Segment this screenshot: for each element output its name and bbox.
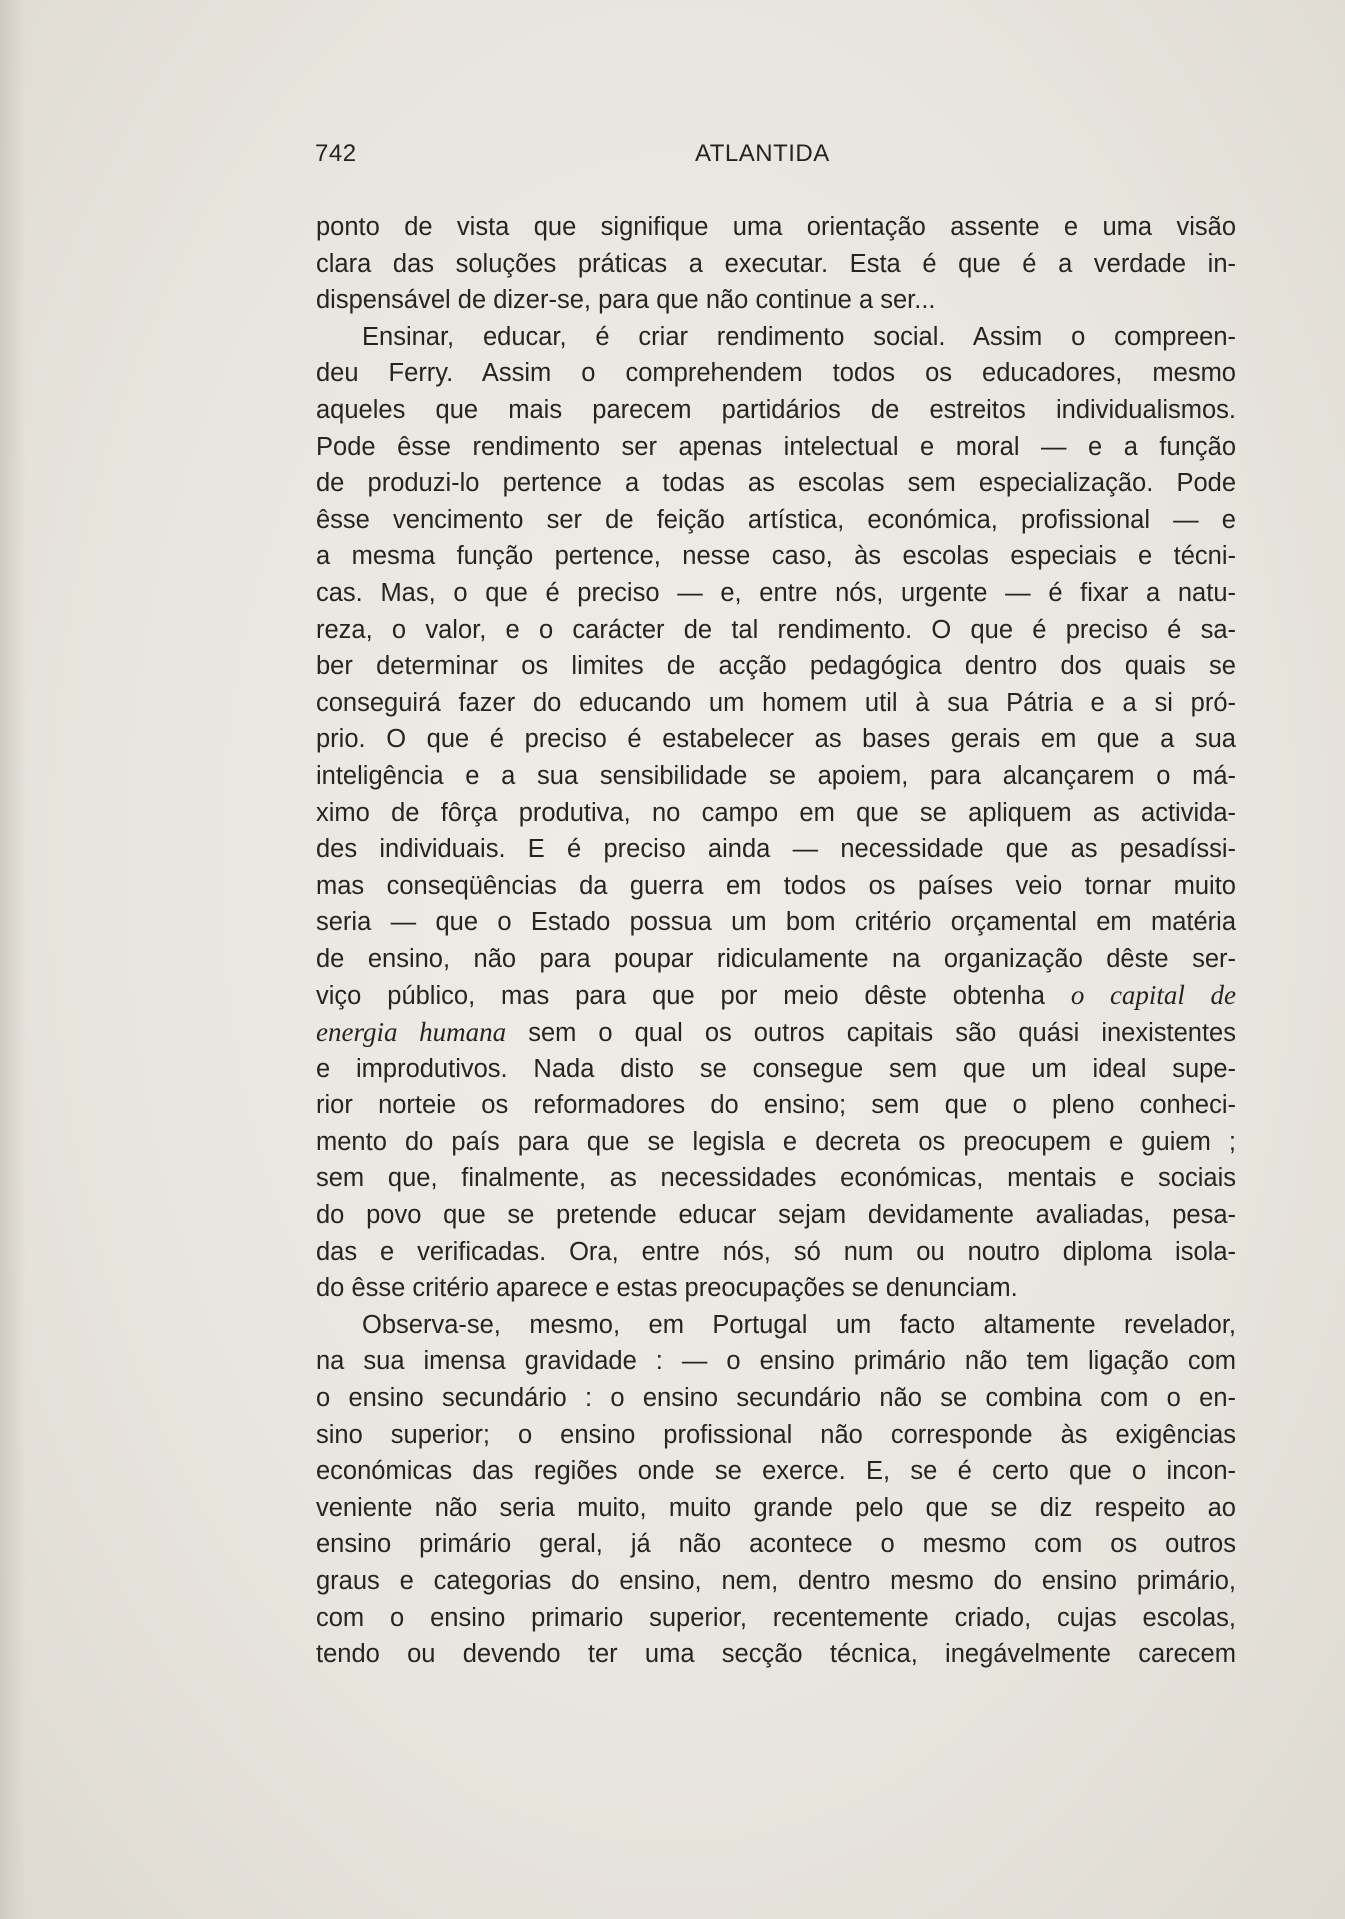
text-line: na sua imensa gravidade : — o ensino primário não tem ligação com bbox=[316, 1347, 1236, 1376]
text-line: ber determinar os limites de acção pedagógica dentro dos quais se bbox=[316, 652, 1236, 681]
text-line: do êsse critério aparece e estas preocupações se denunciam. bbox=[316, 1274, 1018, 1303]
text-line: sino superior; o ensino profissional não corresponde às exigências bbox=[316, 1420, 1236, 1449]
text-line: das e verificadas. Ora, entre nós, só num ou noutro diploma isola- bbox=[316, 1237, 1236, 1266]
text-segment: viço público, mas para que por meio dêste obtenha bbox=[316, 982, 1045, 1011]
text-line: ponto de vista que signifique uma orientação assente e uma visão bbox=[316, 213, 1236, 241]
text-line: sem que, finalmente, as necessidades económicas, mentais e sociais bbox=[316, 1164, 1236, 1193]
text-line: de produzi-lo pertence a todas as escolas sem especialização. Pode bbox=[316, 469, 1236, 498]
page-number: 742 bbox=[315, 140, 357, 167]
text-line: clara das soluções práticas a executar. Esta é que é a verdade in- bbox=[316, 249, 1236, 278]
page-edge-shadow bbox=[0, 0, 26, 1919]
page-header bbox=[315, 140, 1235, 180]
text-line: a mesma função pertence, nesse caso, às escolas especiais e técni- bbox=[316, 542, 1236, 571]
text-line: graus e categorias do ensino, nem, dentro mesmo do ensino primário, bbox=[316, 1566, 1236, 1595]
text-line: aqueles que mais parecem partidários de estreitos individualismos. bbox=[316, 395, 1236, 424]
paragraph-start-line: Observa-se, mesmo, em Portugal um facto altamente revelador, bbox=[362, 1310, 1236, 1339]
text-line: Pode êsse rendimento ser apenas intelectual e moral — e a função bbox=[316, 432, 1236, 461]
text-line: tendo ou devendo ter uma secção técnica, inegávelmente carecem bbox=[316, 1640, 1236, 1669]
running-title: ATLANTIDA bbox=[695, 140, 830, 167]
body-text bbox=[316, 209, 1236, 1673]
text-line: inteligência e a sua sensibilidade se apoiem, para alcançarem o má- bbox=[316, 761, 1236, 790]
text-line-with-italic bbox=[316, 977, 1236, 1014]
text-line: com o ensino primario superior, recentemente criado, cujas escolas, bbox=[316, 1603, 1236, 1632]
text-line: o ensino secundário : o ensino secundário não se combina com o en- bbox=[316, 1384, 1236, 1412]
text-line: de ensino, não para poupar ridiculamente na organização dêste ser- bbox=[316, 944, 1236, 973]
text-line: económicas das regiões onde se exerce. E, se é certo que o incon- bbox=[316, 1457, 1236, 1486]
text-line: rior norteie os reformadores do ensino; sem que o pleno conheci- bbox=[316, 1091, 1236, 1120]
text-line: mento do país para que se legisla e decreta os preocupem e guiem ; bbox=[316, 1127, 1236, 1156]
text-line: dispensável de dizer-se, para que não continue a ser... bbox=[316, 286, 936, 315]
text-line-with-italic bbox=[316, 1014, 1236, 1051]
text-line: êsse vencimento ser de feição artística, económica, profissional — e bbox=[316, 505, 1236, 534]
text-line: do povo que se pretende educar sejam devidamente avaliadas, pesa- bbox=[316, 1201, 1236, 1230]
text-segment: sem o qual os outros capitais são quási inexistentes bbox=[528, 1019, 1236, 1048]
text-line: deu Ferry. Assim o comprehendem todos os educadores, mesmo bbox=[316, 359, 1236, 388]
italic-phrase: energia humana bbox=[316, 1017, 507, 1048]
text-line: ximo de fôrça produtiva, no campo em que se apliquem as activida- bbox=[316, 798, 1236, 827]
text-line: seria — que o Estado possua um bom critério orçamental em matéria bbox=[316, 908, 1236, 937]
text-line: des individuais. E é preciso ainda — necessidade que as pesadíssi- bbox=[316, 835, 1236, 864]
text-line: prio. O que é preciso é estabelecer as bases gerais em que a sua bbox=[316, 725, 1236, 754]
text-line: reza, o valor, e o carácter de tal rendimento. O que é preciso é sa- bbox=[316, 615, 1236, 644]
italic-phrase: o capital de bbox=[1070, 980, 1236, 1011]
text-line: ensino primário geral, já não acontece o mesmo com os outros bbox=[316, 1530, 1236, 1559]
text-line: conseguirá fazer do educando um homem util à sua Pátria e a si pró- bbox=[316, 688, 1236, 717]
text-line: cas. Mas, o que é preciso — e, entre nós, urgente — é fixar a natu- bbox=[316, 578, 1236, 607]
paragraph-start-line: Ensinar, educar, é criar rendimento social. Assim o compreen- bbox=[362, 322, 1236, 351]
text-line: veniente não seria muito, muito grande pelo que se diz respeito ao bbox=[316, 1493, 1236, 1522]
text-line: e improdutivos. Nada disto se consegue sem que um ideal supe- bbox=[316, 1054, 1236, 1083]
text-line: mas conseqüências da guerra em todos os países veio tornar muito bbox=[316, 871, 1236, 900]
